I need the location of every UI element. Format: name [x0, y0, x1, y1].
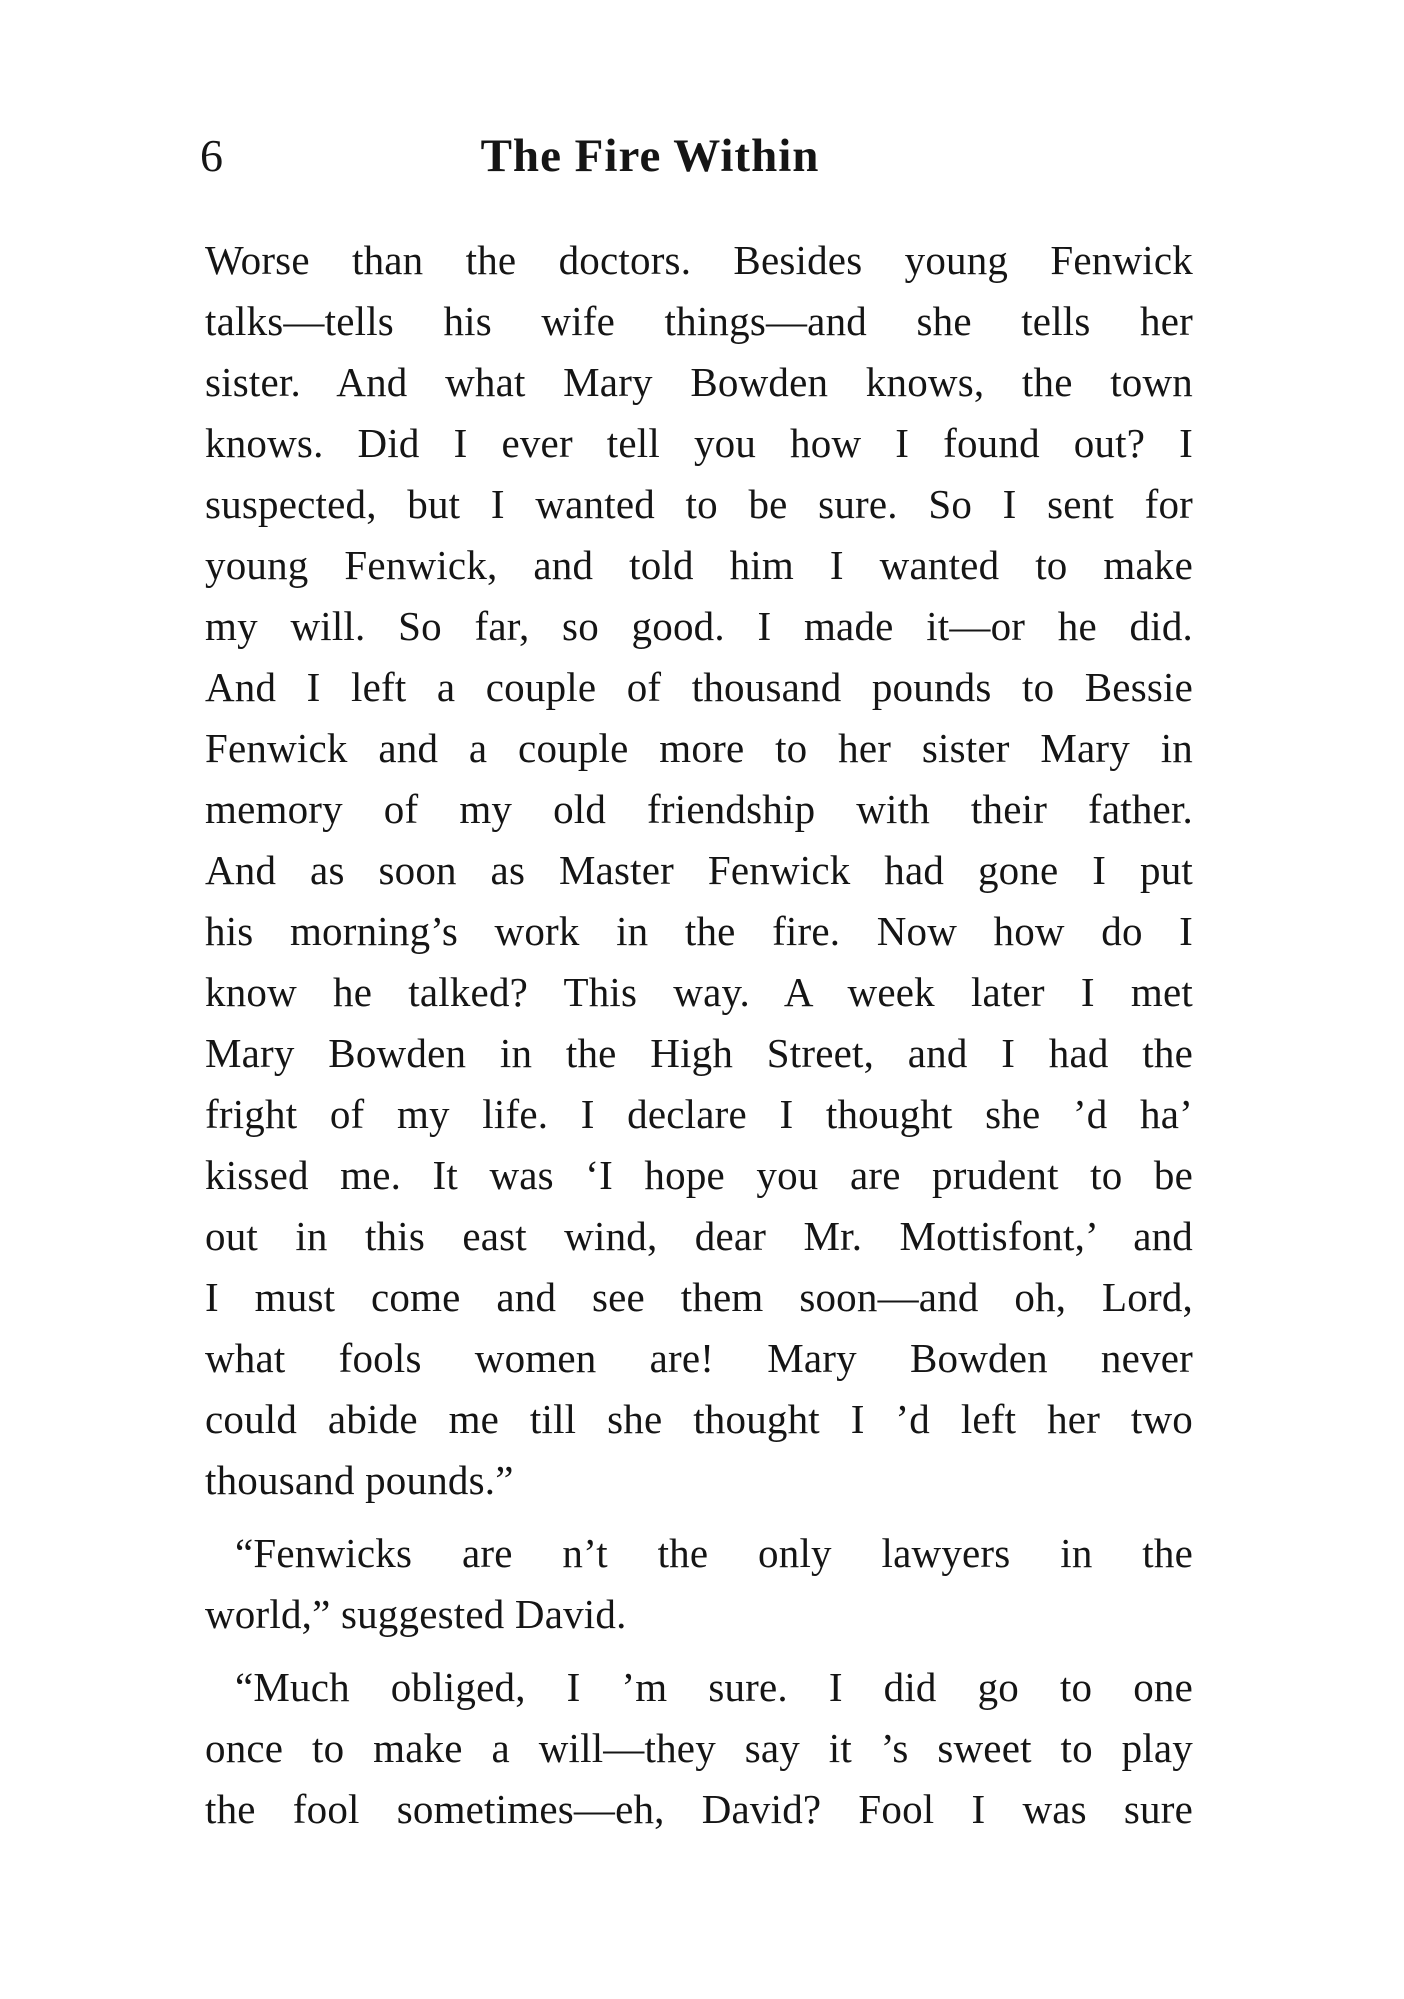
text-line: knows. Did I ever tell you how I found out? I: [205, 420, 1193, 466]
paragraph-gap: [205, 1511, 1193, 1523]
text-line: “Much obliged, I ’m sure. I did go to one: [235, 1664, 1193, 1710]
text-line: could abide me till she thought I ’d left her two: [205, 1396, 1193, 1442]
text-line: suspected, but I wanted to be sure. So I sent for: [205, 481, 1193, 527]
text-line: know he talked? This way. A week later I met: [205, 969, 1193, 1015]
page-number: 6: [200, 130, 223, 181]
text-line: kissed me. It was ‘I hope you are prudent to be: [205, 1152, 1193, 1198]
text-line: young Fenwick, and told him I wanted to make: [205, 542, 1193, 588]
text-line: fright of my life. I declare I thought she ’d ha’: [205, 1091, 1193, 1137]
text-line: the fool sometimes—eh, David? Fool I was sure: [205, 1786, 1193, 1832]
text-line: memory of my old friendship with their father.: [205, 786, 1193, 832]
text-line: world,” suggested David.: [205, 1591, 627, 1637]
text-line: what fools women are! Mary Bowden never: [205, 1335, 1193, 1381]
running-title: The Fire Within: [480, 130, 820, 182]
text-line: his morning’s work in the fire. Now how do I: [205, 908, 1193, 954]
text-line: sister. And what Mary Bowden knows, the town: [205, 359, 1193, 405]
paragraph: [205, 1523, 1193, 1645]
text-line: my will. So far, so good. I made it—or he did.: [205, 603, 1193, 649]
paragraph-gap: [205, 1645, 1193, 1657]
text-line: “Fenwicks are n’t the only lawyers in the: [235, 1530, 1193, 1576]
page-header: [200, 126, 1200, 196]
paragraph: [205, 230, 1193, 1511]
text-line: talks—tells his wife things—and she tells her: [205, 298, 1193, 344]
body-text: [205, 230, 1193, 1840]
text-line: Mary Bowden in the High Street, and I had the: [205, 1030, 1193, 1076]
text-line: thousand pounds.”: [205, 1457, 514, 1503]
text-line: Fenwick and a couple more to her sister Mary in: [205, 725, 1193, 771]
text-line: out in this east wind, dear Mr. Mottisfont,’ and: [205, 1213, 1193, 1259]
text-line: Worse than the doctors. Besides young Fenwick: [205, 237, 1193, 283]
text-line: I must come and see them soon—and oh, Lord,: [205, 1274, 1193, 1320]
paragraph: [205, 1657, 1193, 1840]
text-line: once to make a will—they say it ’s sweet to play: [205, 1725, 1193, 1771]
text-line: And as soon as Master Fenwick had gone I put: [205, 847, 1193, 893]
text-line: And I left a couple of thousand pounds to Bessie: [205, 664, 1193, 710]
